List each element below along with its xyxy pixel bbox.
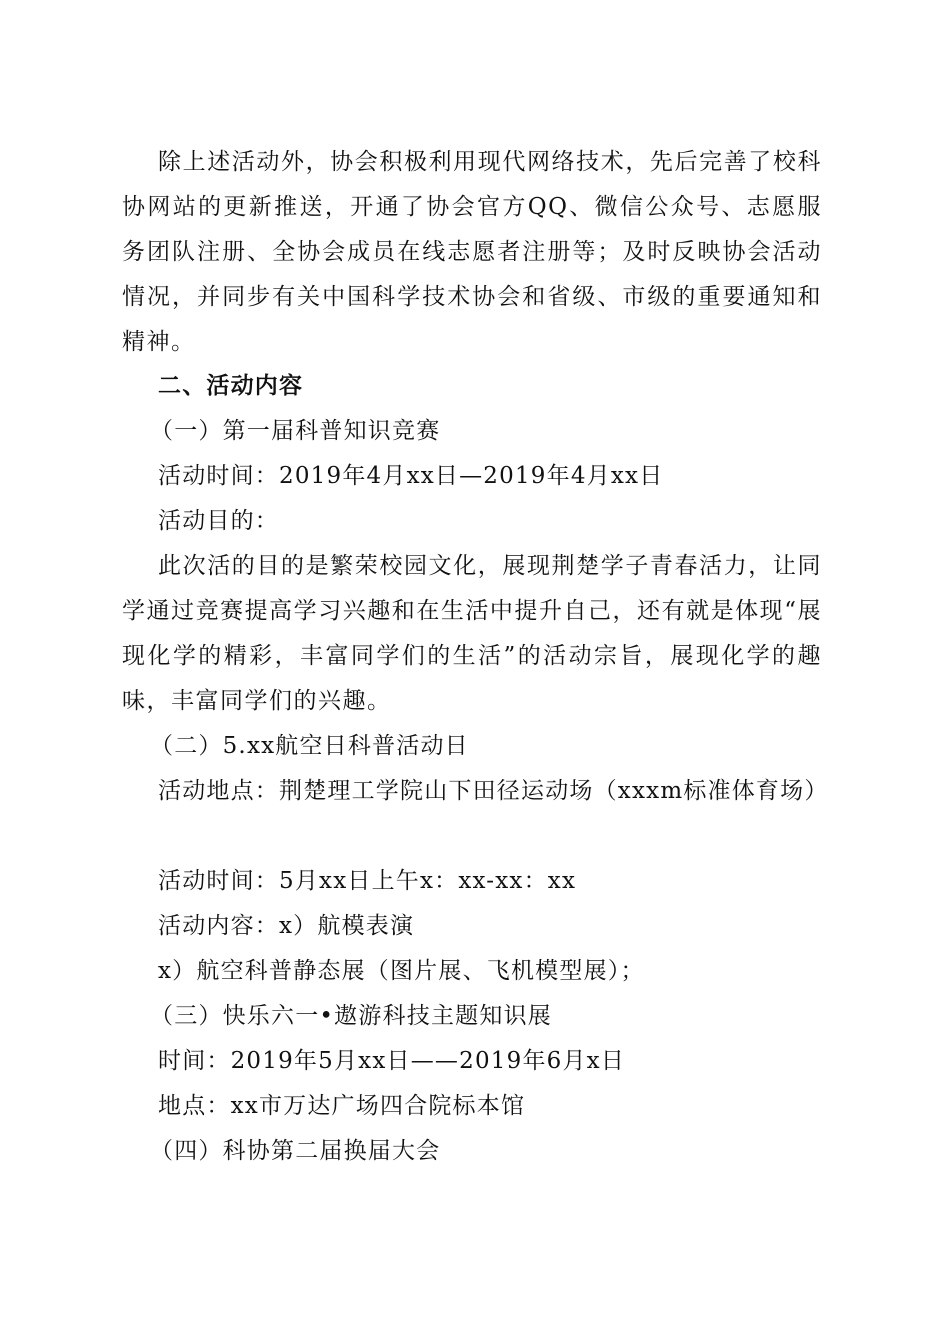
- item2-content: 活动内容：x）航模表演: [158, 913, 415, 939]
- item2-content-2: x）航空科普静态展（图片展、飞机模型展）；: [158, 958, 645, 984]
- item1-title: （一）第一届科普知识竞赛: [150, 418, 441, 444]
- item3-time: 时间：2019年5月xx日——2019年6月x日: [158, 1048, 626, 1074]
- item1-purpose-label: 活动目的：: [158, 508, 279, 534]
- purpose-paragraph: 此次活的目的是繁荣校园文化，展现荆楚学子青春活力，让同学通过竞赛提高学习兴趣和在生活中提升自己，还有就是体现“展现化学的精彩，丰富同学们的生活”的活动宗旨，展现化学的趣味，丰富同学们的兴趣。: [122, 553, 822, 714]
- item2-location: 活动地点：荆楚理工学院山下田径运动场（xxxm标准体育场）: [158, 778, 829, 804]
- item3-title: （三）快乐六一•遨游科技主题知识展: [150, 1003, 552, 1029]
- item2-title: （二）5.xx航空日科普活动日: [150, 733, 469, 759]
- item2-time: 活动时间：5月xx日上午x：xx-xx：xx: [158, 868, 577, 894]
- intro-paragraph: 除上述活动外，协会积极利用现代网络技术，先后完善了校科协网站的更新推送，开通了协会官方QQ、微信公众号、志愿服务团队注册、全协会成员在线志愿者注册等；及时反映协会活动情况，并同步有关中国科学技术协会和省级、市级的重要通知和精神。: [122, 149, 822, 355]
- item1-time: 活动时间：2019年4月xx日—2019年4月xx日: [158, 463, 664, 489]
- item3-location: 地点：xx市万达广场四合院标本馆: [158, 1093, 526, 1119]
- section-heading: 二、活动内容: [158, 373, 304, 399]
- item4-title: （四）科协第二届换届大会: [150, 1138, 441, 1164]
